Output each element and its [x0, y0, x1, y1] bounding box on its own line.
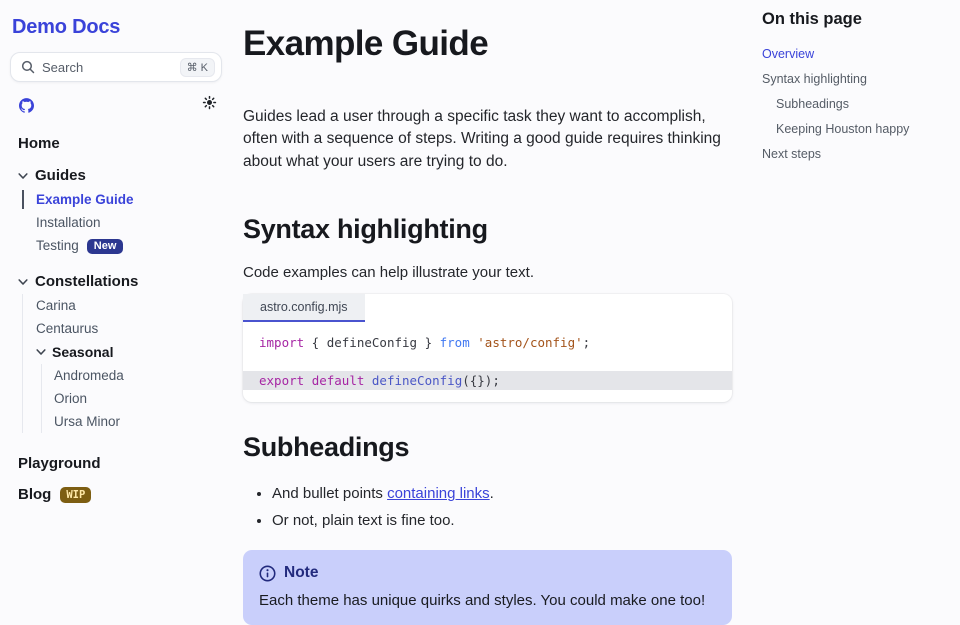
code-body: [243, 322, 732, 402]
toc-link-overview[interactable]: Overview: [762, 46, 815, 61]
sidebar-item-playground[interactable]: [18, 455, 222, 472]
nav-item-label: Blog: [18, 486, 52, 503]
heading-subheadings: Subheadings: [243, 432, 410, 463]
sidebar-item-testing[interactable]: [36, 234, 222, 258]
code-tabbar: [243, 294, 732, 322]
code-tab-filename[interactable]: [243, 294, 365, 322]
sidebar-item-home[interactable]: Home: [18, 135, 60, 152]
bullet-text: And bullet points: [272, 485, 388, 503]
sidebar-item-ursa-minor[interactable]: [54, 410, 222, 433]
toc-link-next-steps[interactable]: Next steps: [762, 146, 822, 161]
list-item: [272, 480, 732, 507]
sidebar-group-constellations[interactable]: [18, 273, 222, 290]
note-body: Each theme has unique quirks and styles. You could make one too!: [259, 592, 706, 610]
intro-paragraph: Guides lead a user through a specific task they want to accomplish, often with a sequence of steps. Writing a good guide requires thinking about what your users are trying to do.: [243, 108, 721, 170]
sidebar-item-blog[interactable]: [18, 486, 222, 503]
heading-syntax-highlighting: Syntax highlighting: [243, 214, 488, 245]
sidebar-icon-row: [10, 95, 222, 115]
search-icon: [21, 60, 35, 74]
group-label: Seasonal: [52, 344, 114, 360]
list-item: [272, 507, 732, 534]
sidebar-subgroup-wrap: [36, 340, 222, 433]
note-callout: [243, 550, 732, 625]
sidebar-item-centaurus[interactable]: [36, 317, 222, 340]
github-icon[interactable]: [19, 98, 34, 113]
nav-item-label: Carina: [36, 298, 76, 313]
info-icon: [259, 565, 276, 582]
main-content: [243, 0, 732, 625]
note-title: Note: [284, 564, 319, 582]
page-title: Example Guide: [243, 24, 489, 63]
syntax-paragraph: Code examples can help illustrate your text.: [243, 264, 534, 282]
sidebar-item-example-guide[interactable]: [36, 188, 222, 211]
code-tab-label: astro.config.mjs: [260, 300, 348, 315]
containing-links-link[interactable]: containing links: [387, 485, 490, 503]
code-block: [243, 294, 732, 402]
nav-item-label: Testing: [36, 238, 79, 253]
sidebar-group-seasonal[interactable]: [36, 340, 222, 364]
code-line-1: import { defineConfig } from 'astro/config';: [259, 335, 591, 351]
wip-badge: WIP: [60, 487, 91, 503]
code-line-3-highlighted: export default defineConfig({});: [243, 371, 732, 390]
sidebar-item-orion[interactable]: [54, 387, 222, 410]
chevron-down-icon: [18, 171, 28, 181]
sidebar: [0, 0, 232, 540]
nav-item-label: Ursa Minor: [54, 414, 121, 429]
toc-link-keeping-houston-happy[interactable]: Keeping Houston happy: [776, 121, 910, 136]
nav-item-label: Installation: [36, 215, 101, 230]
on-this-page-panel: [762, 10, 952, 166]
nav-item-label: Orion: [54, 391, 88, 406]
sidebar-group-guides[interactable]: [18, 167, 222, 184]
toc-list: [762, 41, 952, 166]
new-badge: New: [87, 239, 124, 254]
nav-item-label: Centaurus: [36, 321, 99, 336]
theme-toggle-sun-icon[interactable]: [202, 95, 217, 115]
sidebar-item-installation[interactable]: [36, 211, 222, 234]
group-label: Guides: [35, 167, 86, 184]
bullet-list: [243, 480, 732, 534]
nav-item-label: Example Guide: [36, 192, 134, 207]
site-logo[interactable]: Demo Docs: [12, 16, 121, 38]
bullet-text: .: [489, 485, 494, 503]
search-placeholder: Search: [42, 59, 84, 75]
group-label: Constellations: [35, 273, 139, 290]
nav-item-label: Andromeda: [54, 368, 124, 383]
sidebar-item-andromeda[interactable]: [54, 364, 222, 387]
search-shortcut: ⌘ K: [180, 58, 215, 77]
bullet-text: Or not, plain text is fine too.: [272, 512, 455, 530]
chevron-down-icon: [36, 345, 46, 360]
sidebar-nav: [10, 135, 222, 503]
sidebar-item-carina[interactable]: [36, 294, 222, 317]
toc-title: On this page: [762, 10, 862, 28]
code-line-2: [243, 352, 732, 371]
search-input[interactable]: [10, 52, 222, 82]
toc-link-syntax-highlighting[interactable]: Syntax highlighting: [762, 71, 867, 86]
chevron-down-icon: [18, 277, 28, 287]
nav-item-label: Playground: [18, 455, 101, 472]
note-callout-header: [259, 564, 716, 582]
toc-link-subheadings[interactable]: Subheadings: [776, 96, 849, 111]
